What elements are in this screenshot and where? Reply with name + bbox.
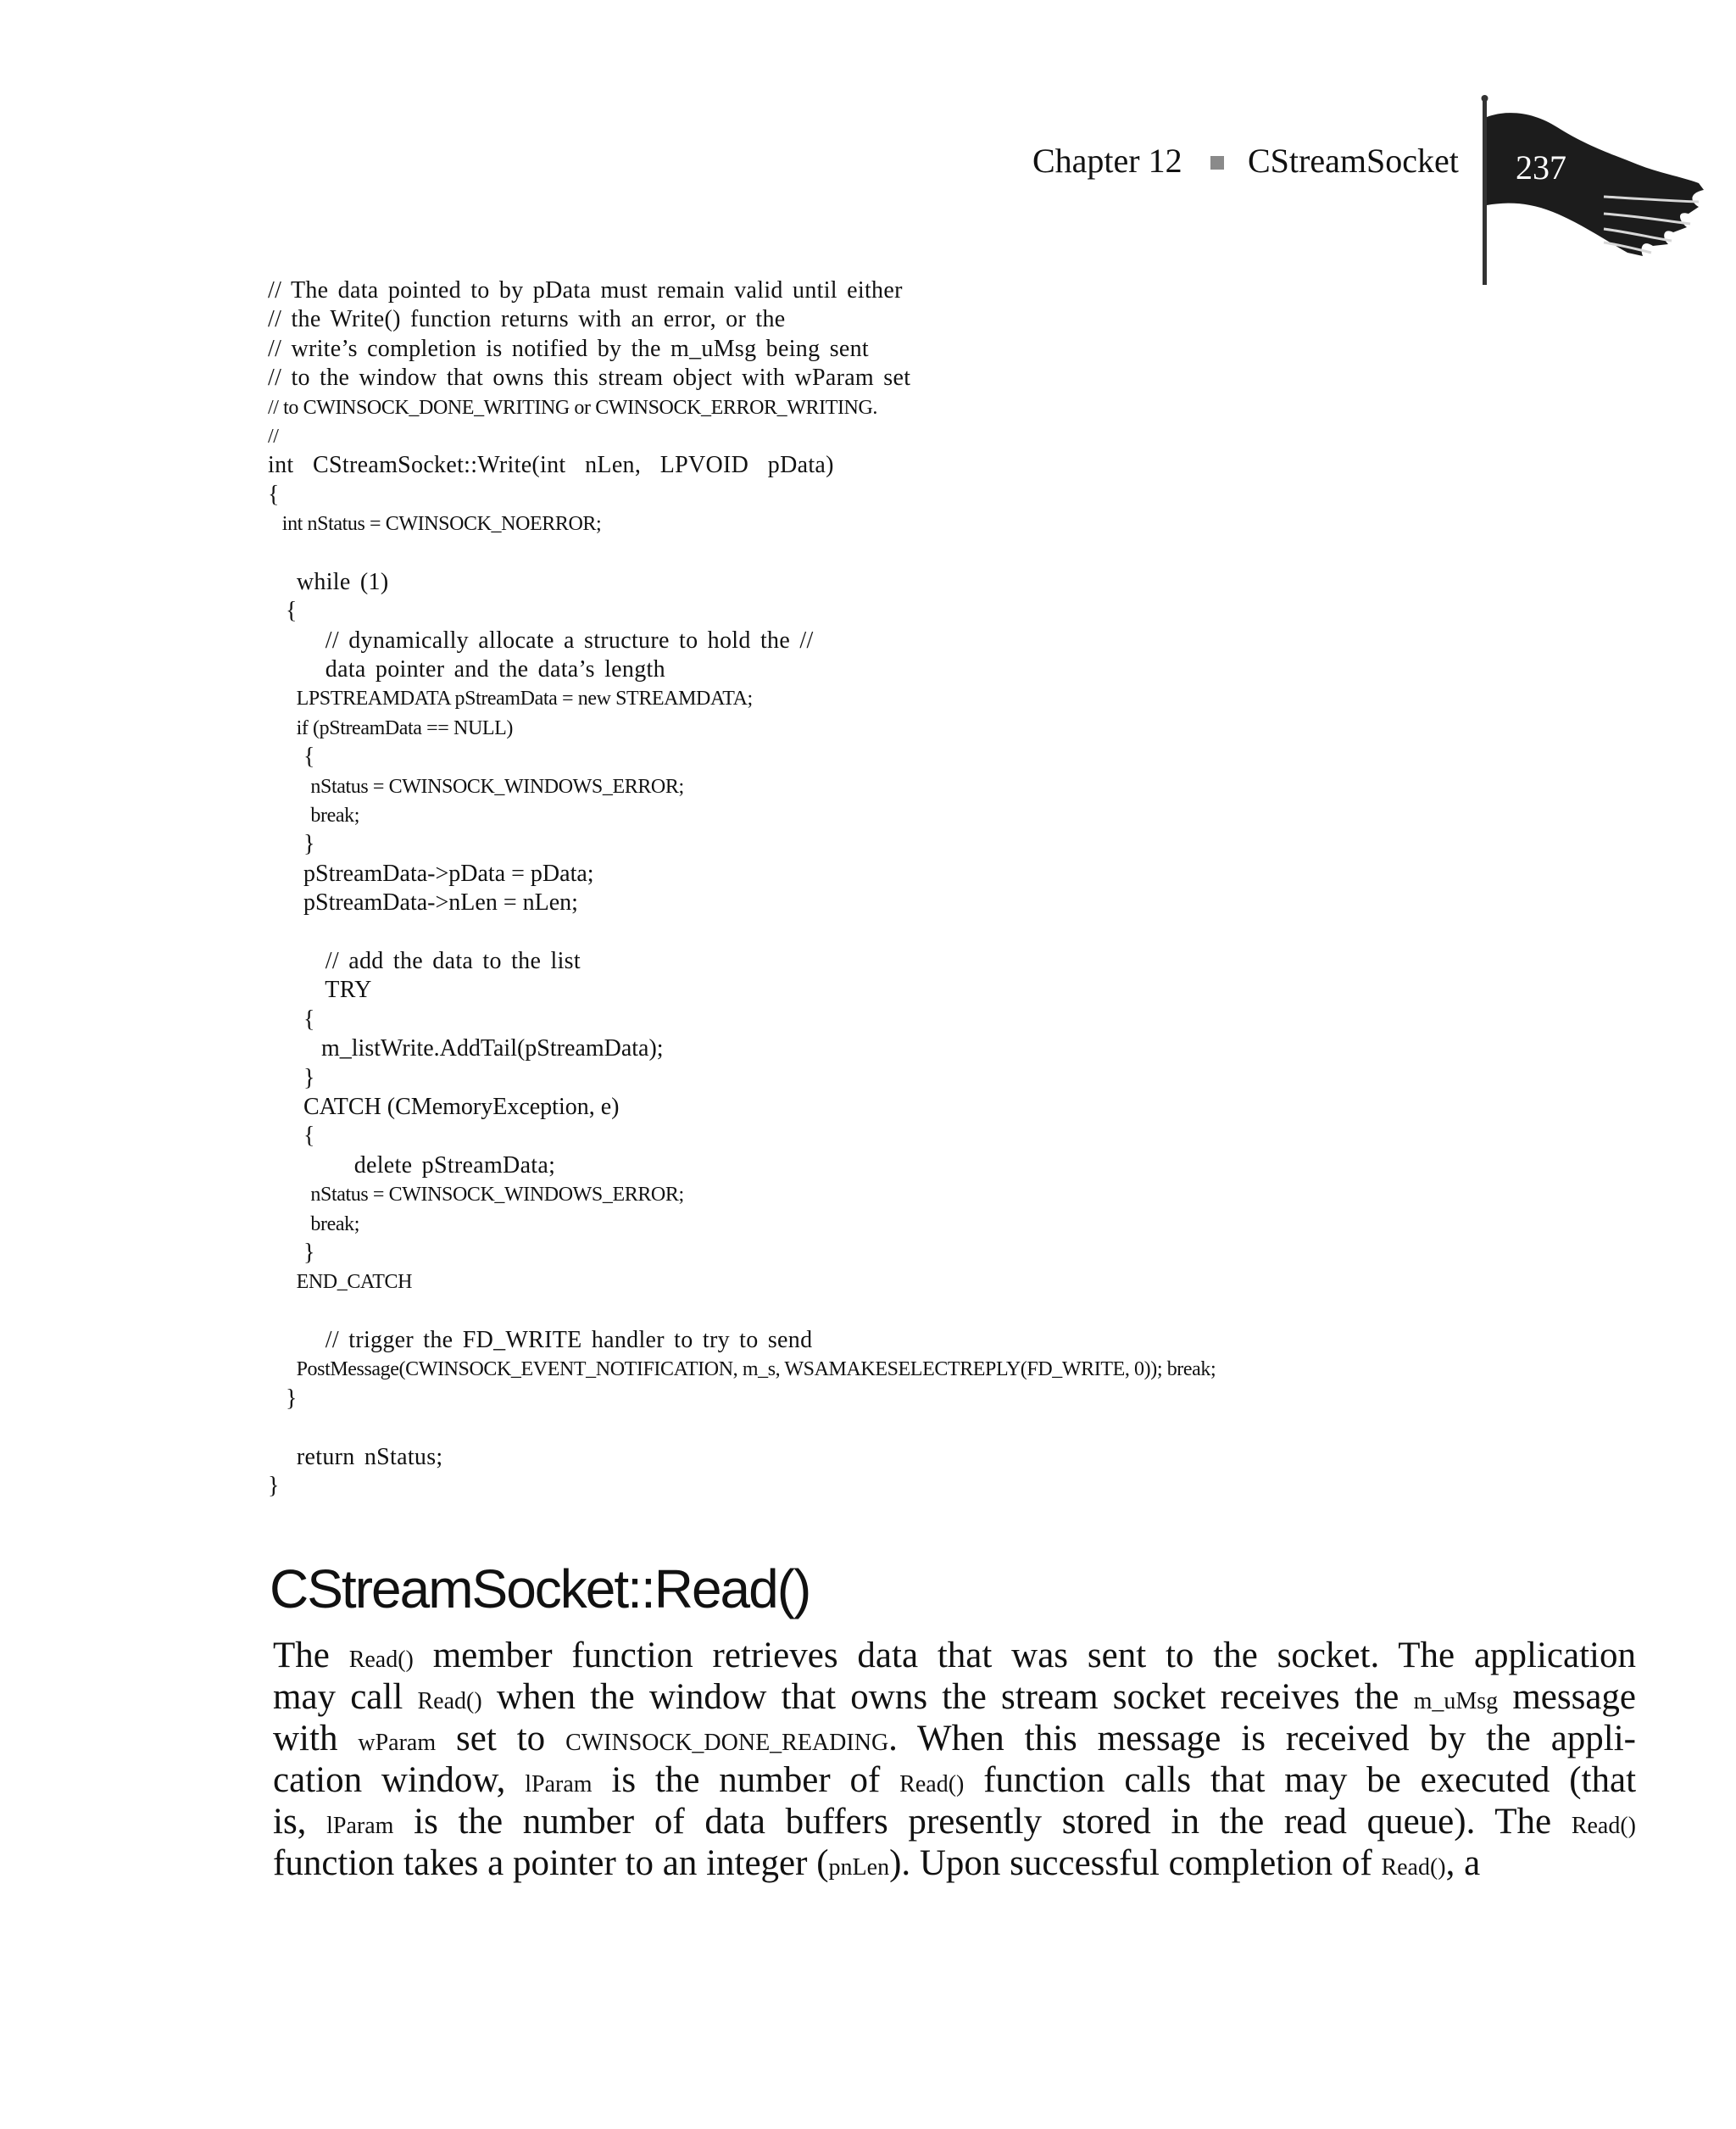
code-line xyxy=(268,539,1488,568)
code-line: LPSTREAMDATA pStreamData = new STREAMDATA; xyxy=(268,688,753,711)
body-text-run: set to xyxy=(436,1719,566,1758)
body-text-run: The xyxy=(273,1636,349,1675)
code-line: break; xyxy=(268,1212,359,1235)
code-line: if (pStreamData == NULL) xyxy=(268,716,513,739)
code-line: return nStatus; xyxy=(268,1443,443,1470)
inline-code: pnLen xyxy=(828,1854,890,1881)
inline-code: m_uMsg xyxy=(1413,1688,1499,1714)
body-text-run: , a xyxy=(1445,1843,1481,1883)
code-line: { xyxy=(268,1123,315,1150)
code-line: // dynamically allocate a structure to hold the // xyxy=(268,627,814,654)
inline-code: Read() xyxy=(899,1771,965,1797)
code-line xyxy=(268,1297,1488,1326)
body-text-run: is, xyxy=(273,1802,327,1842)
code-line: // to the window that owns this stream object with wParam set xyxy=(268,365,911,392)
code-line: // add the data to the list xyxy=(268,947,581,974)
body-line xyxy=(273,1842,1636,1884)
code-line: // write’s completion is notified by the m_uMsg being sent xyxy=(268,335,869,362)
body-text-run: ). Upon successful completion of xyxy=(889,1843,1382,1883)
body-text-run: is the number of xyxy=(592,1760,900,1800)
waving-flag-logo-icon xyxy=(1477,95,1714,287)
code-line: } xyxy=(268,831,315,858)
code-line: int CStreamSocket::Write(int nLen, LPVOID pData) xyxy=(268,452,834,479)
code-line: } xyxy=(268,1385,298,1412)
code-listing xyxy=(268,276,1488,1501)
code-line: // the Write() function returns with an error, or the xyxy=(268,306,786,333)
code-line: } xyxy=(268,1473,280,1500)
inline-code: CWINSOCK_DONE_READING xyxy=(565,1730,889,1756)
body-text-run: when the window that owns the stream socket receives the xyxy=(481,1677,1414,1717)
body-text-run: with xyxy=(273,1719,359,1758)
separator-square-icon xyxy=(1210,156,1224,170)
chapter-title: CStreamSocket xyxy=(1248,142,1459,180)
code-line: // trigger the FD_WRITE handler to try to send xyxy=(268,1327,813,1354)
code-line: delete pStreamData; xyxy=(268,1151,556,1179)
section-heading: CStreamSocket::Read() xyxy=(270,1558,810,1619)
body-line xyxy=(273,1635,1636,1676)
body-text-run: member function retrieves data that was sent to the socket. The application xyxy=(413,1636,1636,1675)
body-text-run: . When this message is received by the appli- xyxy=(888,1719,1637,1758)
body-text-run: cation window, xyxy=(273,1760,526,1800)
code-line: nStatus = CWINSOCK_WINDOWS_ERROR; xyxy=(268,775,684,798)
code-line: pStreamData->nLen = nLen; xyxy=(268,889,578,917)
body-line xyxy=(273,1676,1636,1718)
code-line: { xyxy=(268,481,280,508)
body-line xyxy=(273,1801,1636,1842)
code-line xyxy=(268,1413,1488,1442)
body-text-run: may call xyxy=(273,1677,418,1717)
code-line: { xyxy=(268,1006,315,1033)
code-line: data pointer and the data’s length xyxy=(268,656,665,683)
chapter-label: Chapter 12 xyxy=(1032,142,1182,180)
page-number: 237 xyxy=(1516,148,1566,187)
inline-code: Read() xyxy=(1571,1813,1636,1839)
body-text-run: function takes a pointer to an integer ( xyxy=(273,1843,829,1883)
code-line: } xyxy=(268,1064,315,1091)
code-line: m_listWrite.AddTail(pStreamData); xyxy=(268,1035,664,1062)
code-line: CATCH (CMemoryException, e) xyxy=(268,1093,620,1120)
code-line: while (1) xyxy=(268,568,389,595)
code-line: // to CWINSOCK_DONE_WRITING or CWINSOCK_ERROR_WRITING. xyxy=(268,396,878,419)
code-line xyxy=(268,918,1488,947)
body-text-run: message xyxy=(1498,1677,1636,1717)
inline-code: wParam xyxy=(358,1730,437,1756)
code-line: break; xyxy=(268,805,359,828)
code-line: TRY xyxy=(268,977,372,1004)
code-line: // The data pointed to by pData must remain valid until either xyxy=(268,277,903,304)
code-line: PostMessage(CWINSOCK_EVENT_NOTIFICATION, m_s, WSAMAKESELECTREPLY(FD_WRITE, 0)); break; xyxy=(268,1358,1216,1381)
code-line: } xyxy=(268,1239,315,1266)
code-line: pStreamData->pData = pData; xyxy=(268,860,594,887)
body-line xyxy=(273,1718,1636,1759)
inline-code: lParam xyxy=(326,1813,394,1839)
code-line: { xyxy=(268,598,298,625)
code-line: { xyxy=(268,744,315,771)
body-text-run: function calls that may be executed (that xyxy=(964,1760,1637,1800)
body-text-run: is the number of data buffers presently stored in the read queue). The xyxy=(393,1802,1572,1842)
code-line: nStatus = CWINSOCK_WINDOWS_ERROR; xyxy=(268,1184,684,1207)
inline-code: Read() xyxy=(417,1688,482,1714)
code-line: END_CATCH xyxy=(268,1271,413,1294)
body-paragraph xyxy=(273,1635,1636,1884)
inline-code: lParam xyxy=(525,1771,593,1797)
inline-code: Read() xyxy=(348,1647,414,1673)
code-line: int nStatus = CWINSOCK_NOERROR; xyxy=(268,513,602,536)
body-line xyxy=(273,1759,1636,1801)
code-line: // xyxy=(268,425,279,448)
inline-code: Read() xyxy=(1381,1854,1446,1881)
